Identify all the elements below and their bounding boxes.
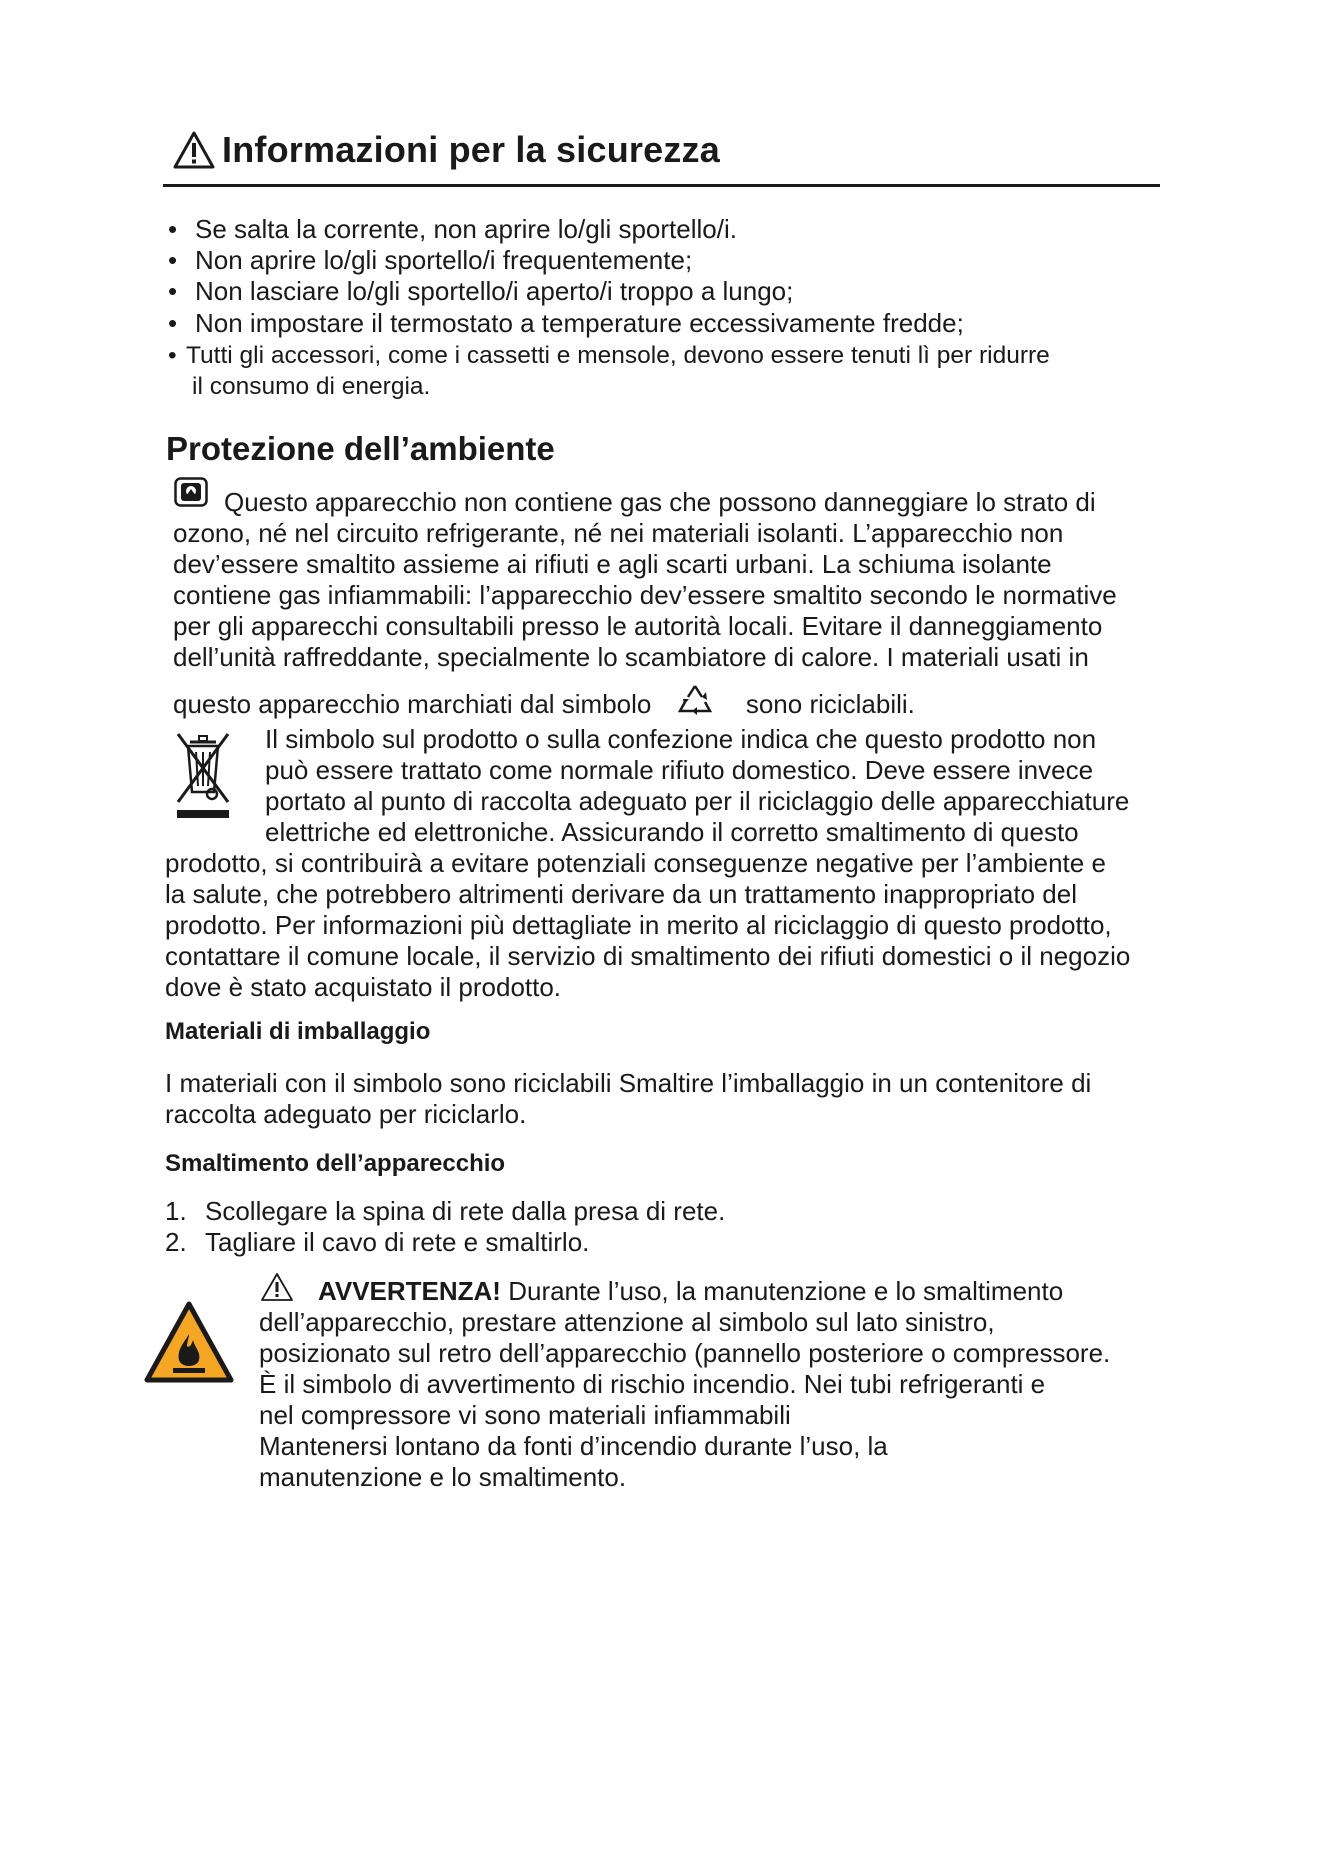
page-title: Informazioni per la sicurezza	[222, 129, 720, 170]
weee-text-line: può essere trattato come normale rifiuto domestico. Deve essere invece	[265, 755, 1094, 785]
warning-text: Durante l’uso, la manutenzione e lo smaltimento	[508, 1276, 1064, 1306]
page-header	[172, 126, 720, 174]
bullet-text: Non impostare il termostato a temperature eccessivamente fredde;	[195, 308, 964, 338]
bullet-item: • Se salta la corrente, non aprire lo/gli sportello/i.	[168, 214, 737, 244]
disposal-step	[165, 1227, 589, 1258]
warning-label: AVVERTENZA!	[318, 1276, 501, 1306]
env-text-part: sono riciclabili.	[745, 689, 915, 719]
warning-line: dell’apparecchio, prestare attenzione al simbolo sul lato sinistro,	[259, 1307, 995, 1337]
section-title-disposal: Smaltimento dell’apparecchio	[165, 1150, 506, 1177]
recycle-icon	[675, 682, 715, 716]
env-text-line	[173, 689, 915, 720]
env-text-part: questo apparecchio marchiati dal simbolo	[173, 689, 652, 719]
step-number: 2.	[165, 1227, 187, 1257]
env-text-line: per gli apparecchi consultabili presso le autorità locali. Evitare il danneggiamento	[173, 611, 1103, 641]
packaging-text-line: I materiali con il simbolo sono riciclabili Smaltire l’imballaggio in un contenitore di	[165, 1068, 1092, 1098]
env-text-line: ozono, né nel circuito refrigerante, né nei materiali isolanti. L’apparecchio non	[173, 518, 1064, 548]
bullet-text: Tutti gli accessori, come i cassetti e mensole, devono essere tenuti lì per ridurre	[186, 342, 1050, 369]
step-number: 1.	[165, 1196, 187, 1226]
bullet-text-continuation: il consumo di energia.	[192, 373, 431, 400]
warning-line: È il simbolo di avvertimento di rischio incendio. Nei tubi refrigeranti e	[259, 1369, 1046, 1399]
step-text: Scollegare la spina di rete dalla presa di rete.	[205, 1196, 726, 1226]
bullet-item: • Non aprire lo/gli sportello/i frequentemente;	[168, 245, 693, 275]
env-text-line: contiene gas infiammabili: l’apparecchio dev’essere smaltito secondo le normative	[173, 580, 1117, 610]
flammable-warning-sign-icon	[143, 1300, 235, 1384]
weee-text-line: prodotto, si contribuirà a evitare potenziali conseguenze negative per l’ambiente e	[165, 848, 1106, 878]
weee-text-line: portato al punto di raccolta adeguato per il riciclaggio delle apparecchiature	[265, 786, 1130, 816]
section-title-environment: Protezione dell’ambiente	[166, 430, 555, 467]
bullet-item: • Tutti gli accessori, come i cassetti e mensole, devono essere tenuti lì per ridurre	[168, 342, 1050, 369]
weee-text-line: contattare il comune locale, il servizio di smaltimento dei rifiuti domestici o il negozio	[165, 941, 1131, 971]
disposal-step	[165, 1196, 725, 1227]
bullet-text: Non lasciare lo/gli sportello/i aperto/i troppo a lungo;	[195, 276, 794, 306]
env-text-line: dev’essere smaltito assieme ai rifiuti e agli scarti urbani. La schiuma isolante	[173, 549, 1052, 579]
env-text-line: Questo apparecchio non contiene gas che possono danneggiare lo strato di	[224, 487, 1096, 517]
weee-text-line: la salute, che potrebbero altrimenti derivare da un trattamento inappropriato del	[165, 879, 1077, 909]
bullet-item: • Non lasciare lo/gli sportello/i aperto/i troppo a lungo;	[168, 276, 794, 306]
weee-text-line: elettriche ed elettroniche. Assicurando il corretto smaltimento di questo	[265, 817, 1079, 847]
weee-text-line: dove è stato acquistato il prodotto.	[165, 972, 562, 1002]
weee-crossed-bin-icon	[172, 728, 234, 820]
bullet-item: • Non impostare il termostato a temperature eccessivamente fredde;	[168, 308, 964, 338]
warning-line: Mantenersi lontano da fonti d’incendio durante l’uso, la	[259, 1431, 888, 1461]
header-divider	[163, 184, 1160, 187]
weee-text-line: prodotto. Per informazioni più dettagliate in merito al riciclaggio di questo prodotto,	[165, 910, 1112, 940]
bullet-text: Non aprire lo/gli sportello/i frequentemente;	[195, 245, 693, 275]
bullet-text: Se salta la corrente, non aprire lo/gli sportello/i.	[195, 214, 737, 244]
step-text: Tagliare il cavo di rete e smaltirlo.	[205, 1227, 590, 1257]
packaging-text-line: raccolta adeguato per riciclarlo.	[165, 1099, 527, 1129]
warning-triangle-small-icon	[260, 1272, 294, 1302]
env-text-line: dell’unità raffreddante, specialmente lo scambiatore di calore. I materiali usati in	[173, 642, 1089, 672]
warning-line: manutenzione e lo smaltimento.	[259, 1462, 627, 1492]
warning-line: posizionato sul retro dell’apparecchio (pannello posteriore o compressore.	[259, 1338, 1111, 1368]
weee-text-line: Il simbolo sul prodotto o sulla confezione indica che questo prodotto non	[265, 724, 1097, 754]
warning-line	[258, 1276, 1063, 1307]
warning-line: nel compressore vi sono materiali infiammabili	[259, 1400, 791, 1430]
warning-triangle-icon	[172, 130, 216, 170]
section-title-packaging: Materiali di imballaggio	[165, 1018, 431, 1045]
ozone-safe-icon	[174, 477, 208, 507]
